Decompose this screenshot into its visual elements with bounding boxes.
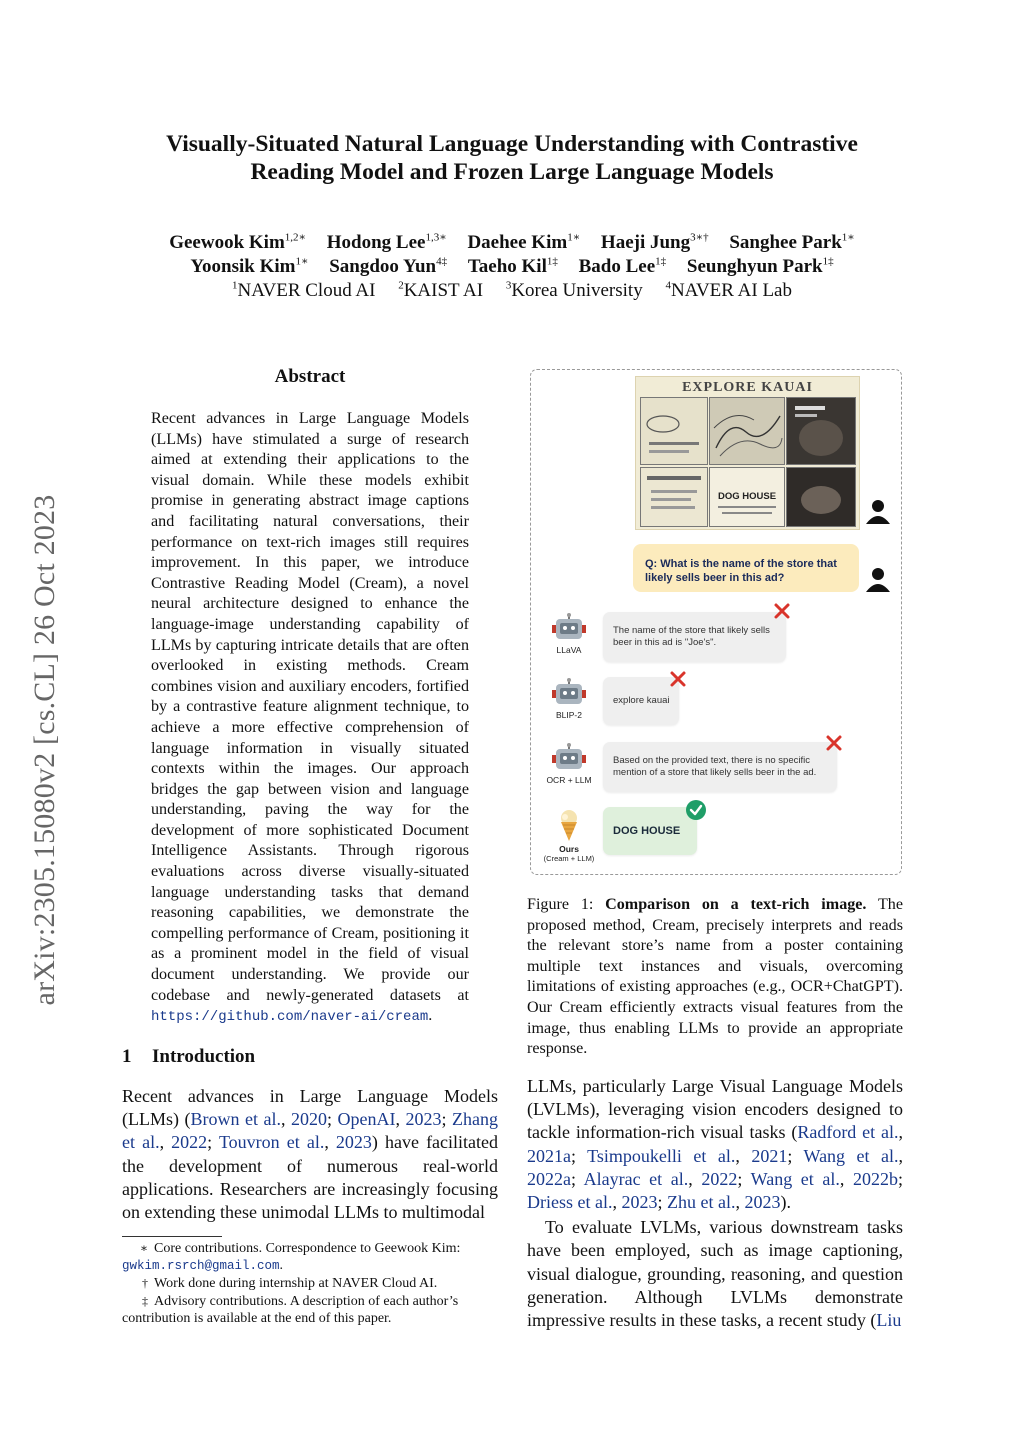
figure-caption: Figure 1: Comparison on a text-rich image. The proposed method, Cream, precisely interprets and reads the relevant store’s name from a poster containing multiple text instances and visuals, overcoming limitations of existing approaches (e.g., OCR+ChatGPT). Our Cream efficiently extracts visual features from the image, thus enabling LLMs to provide an appropriate response.	[527, 896, 903, 1058]
author: Hodong Lee$^{1,3∗}$	[326, 232, 447, 254]
response-bubble: The name of the store that likely sells beer in this ad is "Joe's".	[603, 612, 786, 662]
affiliation: $^1$NAVER Cloud AI	[232, 280, 376, 302]
citation-link[interactable]: 2023	[621, 1192, 658, 1213]
footnotes	[122, 1240, 498, 1327]
citation-link[interactable]: Tsimpoukelli et al.	[587, 1145, 736, 1166]
model-ours	[539, 808, 599, 863]
citation-link[interactable]: Zhang et al.	[122, 1109, 499, 1153]
robot-icon	[552, 678, 586, 708]
citation-link[interactable]: 2021a	[527, 1145, 571, 1166]
citation-link[interactable]: 2021	[751, 1145, 788, 1166]
citation-link[interactable]: Liu	[876, 1310, 902, 1331]
ice-cream-icon	[556, 808, 582, 842]
title-line-1: Visually-Situated Natural Language Understanding with Contrastive	[166, 131, 858, 157]
citation-link[interactable]: 2022	[701, 1168, 738, 1189]
response-bubble: Based on the provided text, there is no specific mention of a store that likely sells beer in the ad.	[603, 742, 837, 792]
footnote: ∗ Core contributions. Correspondence to Geewook Kim: gwkim.rsrch@gmail.com.	[122, 1241, 461, 1274]
poster-panel	[786, 397, 856, 465]
check-icon	[685, 799, 707, 821]
citation-link[interactable]: 2022	[171, 1132, 208, 1153]
author: Seunghyun Park$^{1\ddagger}$	[686, 256, 834, 278]
footnote: ‡ Advisory contributions. A description of each author’s contribution is available at the end of this paper.	[122, 1293, 459, 1326]
author: Bado Lee$^{1\ddagger}$	[578, 256, 667, 278]
model-sublabel: (Cream + LLM)	[543, 854, 595, 863]
citation-link[interactable]: Alayrac et al.	[583, 1168, 689, 1189]
model-blip2	[539, 678, 599, 720]
affiliations	[100, 274, 924, 303]
robot-icon	[552, 613, 586, 643]
citation-link[interactable]: Driess et al.	[527, 1192, 613, 1213]
right-column-text	[527, 1075, 903, 1332]
author: Sanghee Park$^{1∗}$	[729, 232, 855, 254]
author: Sangdoo Yun$^{4\ddagger}$	[329, 256, 448, 278]
citation-link[interactable]: Brown et al.	[190, 1109, 281, 1130]
citation-link[interactable]: Touvron et al.	[218, 1132, 325, 1153]
model-ocr-llm	[539, 743, 599, 785]
author: Haeji Jung$^{3∗\dagger}$	[600, 232, 709, 254]
question-bubble: Q: What is the name of the store that likely sells beer in this ad?	[633, 544, 859, 592]
wrong-icon	[669, 670, 687, 688]
introduction-text: Recent advances in Large Language Models (LLMs) (Brown et al., 2020; OpenAI, 2023; Zhang et al., 2022; Touvron et al., 2023) have facilitated the development of numerous real-world applications. Researchers are increasingly focusing on extending these unimodal LLMs to multimodal	[122, 1086, 499, 1223]
poster-panel	[709, 397, 785, 465]
user-icon	[865, 566, 891, 592]
citation-link[interactable]: OpenAI	[337, 1109, 396, 1130]
citation-link[interactable]: Wang et al.	[803, 1145, 899, 1166]
poster-sign: DOG HOUSE	[717, 491, 777, 502]
citation-link[interactable]: Wang et al.	[750, 1168, 840, 1189]
poster-image	[635, 376, 860, 530]
model-label: OCR + LLM	[546, 775, 592, 785]
response-bubble: DOG HOUSE	[603, 807, 697, 855]
model-label: BLIP-2	[556, 710, 582, 720]
citation-link[interactable]: Zhu et al.	[667, 1192, 736, 1213]
affiliation: $^3$Korea University	[505, 280, 643, 302]
citation-link[interactable]: 2020	[291, 1109, 328, 1130]
model-label: Ours	[559, 844, 579, 854]
affiliation: $^4$NAVER AI Lab	[665, 280, 792, 302]
response-bubble: explore kauai	[603, 677, 679, 725]
citation-link[interactable]: 2023	[744, 1192, 781, 1213]
arxiv-identifier[interactable]: arXiv:2305.15080v2 [cs.CL] 26 Oct 2023	[28, 494, 61, 1006]
author: Geewook Kim$^{1,2∗}$	[169, 232, 307, 254]
robot-icon	[552, 743, 586, 773]
poster-panel	[640, 467, 708, 527]
wrong-icon	[773, 602, 791, 620]
citation-link[interactable]: 2022a	[527, 1168, 571, 1189]
abstract-heading: Abstract	[274, 366, 346, 387]
footnote-divider	[122, 1236, 222, 1237]
wrong-icon	[825, 734, 843, 752]
citation-link[interactable]: Radford et al.	[797, 1122, 899, 1143]
footnote: † Work done during internship at NAVER Cloud AI.	[142, 1276, 438, 1292]
poster-title: EXPLORE KAUAI	[682, 380, 813, 395]
citation-link[interactable]: 2023	[335, 1132, 372, 1153]
author: Yoonsik Kim$^{1∗}$	[190, 256, 309, 278]
paragraph: To evaluate LVLMs, various downstream tasks have been employed, such as image captioning, visual dialogue, grounding, reasoning, and question generation. Although LVLMs demonstrate impressive results in these tasks, a recent study (Liu	[527, 1217, 903, 1331]
title-line-2: Reading Model and Frozen Large Language Models	[250, 159, 774, 185]
citation-link[interactable]: 2023	[405, 1109, 442, 1130]
poster-panel	[640, 397, 708, 465]
citation-link[interactable]: 2022b	[852, 1168, 898, 1189]
section-heading-introduction: 1 Introduction	[122, 1046, 256, 1067]
code-link[interactable]: https://github.com/naver-ai/cream	[151, 1009, 429, 1026]
model-llava	[539, 613, 599, 655]
poster-panel	[709, 467, 785, 527]
paper-title	[100, 130, 924, 186]
user-icon	[865, 498, 891, 524]
model-label: LLaVA	[556, 645, 582, 655]
abstract-text: Recent advances in Large Language Models (LLMs) have stimulated a surge of research aimed at extending their applications to the visual domain. While these models exhibit promise in generating abstract image captions and facilitating natural conversations, their performance on text-rich images still requires improvement. In this paper, we introduce Contrastive Reading Model (Cream), a novel neural architecture designed to enhance the language-image understanding capability of LLMs by capturing intricate details that are often overlooked in existing methods. Cream combines vision and auxiliary encoders, fortified by a contrastive feature alignment technique, to achieve a more effective comprehension of language information in visually situated contexts within the images. Our approach bridges the gap between vision and language understanding, paving the way for the development of more sophisticated Document Intelligence Assistants. Through rigorous evaluations across diverse visually-situated language understanding tasks that demand reasoning capabilities, we demonstrate the compelling performance of Cream, positioning it as a prominent model in the field of visual document understanding. We provide our codebase and newly-generated datasets at https://github.com/naver-ai/cream.	[151, 410, 469, 1026]
affiliation: $^2$KAIST AI	[398, 280, 484, 302]
figure-1	[530, 369, 902, 875]
paragraph: LLMs, particularly Large Visual Language Models (LVLMs), leveraging vision encoders designed to tackle information-rich visual tasks (Radford et al., 2021a; Tsimpoukelli et al., 2021; Wang et al., 2022a; Alayrac et al., 2022; Wang et al., 2022b; Driess et al., 2023; Zhu et al., 2023).	[527, 1076, 903, 1213]
author: Taeho Kil$^{1\ddagger}$	[467, 256, 558, 278]
author: Daehee Kim$^{1∗}$	[467, 232, 581, 254]
poster-panel	[786, 467, 856, 527]
email-link[interactable]: gwkim.rsrch@gmail.com	[122, 1259, 280, 1274]
